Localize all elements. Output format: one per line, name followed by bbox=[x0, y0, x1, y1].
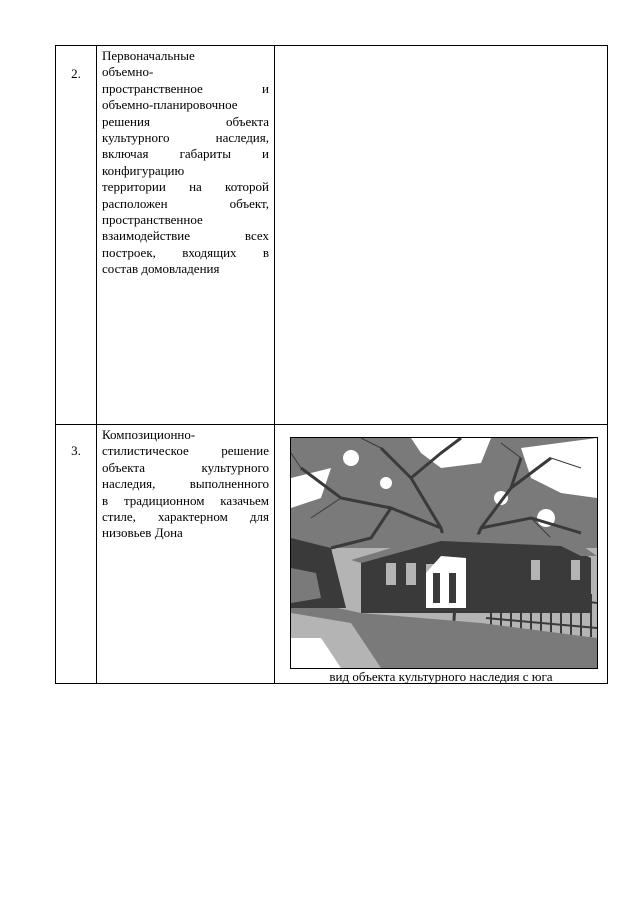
heritage-house-photo bbox=[290, 437, 598, 669]
description-line: пространственное bbox=[102, 212, 203, 228]
description-line: стиле, характерном для bbox=[102, 509, 269, 525]
column-divider-1 bbox=[96, 45, 97, 684]
description-line: территории на которой bbox=[102, 179, 269, 195]
description-line: стилистическое решение bbox=[102, 443, 269, 459]
table-border-right bbox=[607, 45, 608, 684]
description-line: построек, входящих в bbox=[102, 244, 269, 260]
heritage-table bbox=[55, 45, 608, 684]
description-line: решения объекта bbox=[102, 113, 269, 129]
table-border-top bbox=[55, 45, 608, 46]
description-line: наследия, выполненного bbox=[102, 476, 269, 492]
description-line: объемно-планировочное bbox=[102, 97, 238, 113]
description-line: включая габариты и bbox=[102, 146, 269, 162]
description-line: объекта культурного bbox=[102, 459, 269, 475]
column-divider-2 bbox=[274, 45, 275, 684]
description-line: конфигурацию bbox=[102, 162, 185, 178]
photo-caption: вид объекта культурного наследия с юга bbox=[329, 669, 553, 684]
description-line: в традиционном казачьем bbox=[102, 492, 269, 508]
row-description bbox=[102, 48, 269, 278]
row-divider bbox=[55, 424, 608, 425]
description-line: взаимодействие всех bbox=[102, 228, 269, 244]
description-line: культурного наследия, bbox=[102, 130, 269, 146]
row-number: 3. bbox=[71, 443, 81, 458]
description-line: объемно- bbox=[102, 64, 154, 80]
table-border-left bbox=[55, 45, 56, 684]
description-line: Композиционно- bbox=[102, 427, 196, 442]
description-line: пространственное и bbox=[102, 80, 269, 96]
row-description bbox=[102, 427, 269, 542]
description-line: состав домовладения bbox=[102, 261, 220, 277]
description-line: Первоначальные bbox=[102, 48, 195, 63]
row-number: 2. bbox=[71, 66, 81, 81]
description-line: низовьев Дона bbox=[102, 525, 183, 541]
description-line: расположен объект, bbox=[102, 195, 269, 211]
